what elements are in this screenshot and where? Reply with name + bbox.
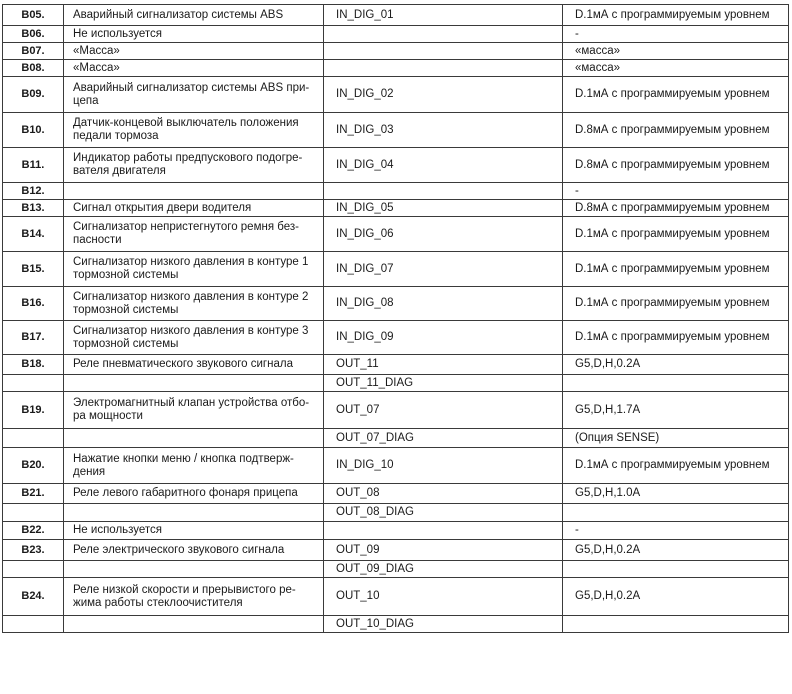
description-cell: Реле пневматического звукового сигнала (64, 355, 324, 375)
pin-cell: B20. (3, 448, 64, 484)
description-cell: «Масса» (64, 60, 324, 77)
signal-cell: IN_DIG_03 (324, 113, 563, 148)
note-cell (563, 561, 789, 578)
signal-cell (324, 60, 563, 77)
description-cell (64, 561, 324, 578)
description-cell: Сигнал открытия двери водителя (64, 200, 324, 217)
note-cell: D.8мА с программируемым уровнем (563, 148, 789, 183)
note-cell: G5,D,H,0.2A (563, 540, 789, 561)
note-cell: - (563, 183, 789, 200)
table-row (3, 392, 789, 429)
table-row (3, 484, 789, 504)
table-row (3, 5, 789, 26)
note-cell: D.1мА с программируемым уровнем (563, 321, 789, 355)
description-cell: Сигнализатор низкого давления в контуре 1 тормозной системы (64, 252, 324, 287)
note-cell: G5,D,H,1.0A (563, 484, 789, 504)
pin-cell: B10. (3, 113, 64, 148)
note-cell: D.8мА с программируемым уровнем (563, 113, 789, 148)
pin-cell: B13. (3, 200, 64, 217)
pin-cell (3, 616, 64, 633)
table-row (3, 540, 789, 561)
description-cell: «Масса» (64, 43, 324, 60)
pin-cell: B07. (3, 43, 64, 60)
note-cell: G5,D,H,0.2A (563, 355, 789, 375)
note-cell: - (563, 26, 789, 43)
signal-cell: OUT_09_DIAG (324, 561, 563, 578)
description-cell: Аварийный сигнализатор системы ABS (64, 5, 324, 26)
note-cell: D.1мА с программируемым уровнем (563, 5, 789, 26)
table-row (3, 252, 789, 287)
note-cell (563, 375, 789, 392)
table-row (3, 561, 789, 578)
signal-cell: OUT_08 (324, 484, 563, 504)
signal-cell: OUT_10_DIAG (324, 616, 563, 633)
note-cell (563, 616, 789, 633)
description-cell (64, 504, 324, 522)
note-cell: D.1мА с программируемым уровнем (563, 217, 789, 252)
table-row (3, 77, 789, 113)
table-row (3, 375, 789, 392)
description-cell: Реле левого габаритного фонаря прицепа (64, 484, 324, 504)
pin-cell: B09. (3, 77, 64, 113)
note-cell: G5,D,H,1.7A (563, 392, 789, 429)
pin-cell (3, 561, 64, 578)
table-row (3, 43, 789, 60)
table-row (3, 148, 789, 183)
signal-cell (324, 43, 563, 60)
table-row (3, 60, 789, 77)
pin-cell: B23. (3, 540, 64, 561)
pin-cell: B18. (3, 355, 64, 375)
note-cell: «масса» (563, 60, 789, 77)
pin-cell (3, 429, 64, 448)
description-cell: Сигнализатор низкого давления в контуре 2 тормозной системы (64, 287, 324, 321)
pin-cell (3, 375, 64, 392)
pinout-table (2, 4, 789, 633)
signal-cell: IN_DIG_04 (324, 148, 563, 183)
signal-cell (324, 522, 563, 540)
description-cell: Электромагнитный клапан устройства отбо- ра мощности (64, 392, 324, 429)
signal-cell: OUT_07 (324, 392, 563, 429)
signal-cell: IN_DIG_10 (324, 448, 563, 484)
description-cell: Индикатор работы предпускового подогре- вателя двигателя (64, 148, 324, 183)
table-row (3, 448, 789, 484)
pin-cell: B14. (3, 217, 64, 252)
note-cell: D.8мА с программируемым уровнем (563, 200, 789, 217)
table-row (3, 287, 789, 321)
table-row (3, 200, 789, 217)
description-cell: Реле электрического звукового сигнала (64, 540, 324, 561)
signal-cell: OUT_11 (324, 355, 563, 375)
pin-cell: B15. (3, 252, 64, 287)
table-row (3, 26, 789, 43)
signal-cell: OUT_11_DIAG (324, 375, 563, 392)
note-cell: D.1мА с программируемым уровнем (563, 252, 789, 287)
pin-cell (3, 504, 64, 522)
note-cell: D.1мА с программируемым уровнем (563, 448, 789, 484)
description-cell (64, 375, 324, 392)
description-cell (64, 429, 324, 448)
signal-cell: IN_DIG_08 (324, 287, 563, 321)
table-row (3, 429, 789, 448)
note-cell (563, 504, 789, 522)
description-cell: Не используется (64, 26, 324, 43)
signal-cell: IN_DIG_01 (324, 5, 563, 26)
table-row (3, 355, 789, 375)
pin-cell: B08. (3, 60, 64, 77)
description-cell: Датчик-концевой выключатель положения педали тормоза (64, 113, 324, 148)
description-cell: Нажатие кнопки меню / кнопка подтверж- дения (64, 448, 324, 484)
note-cell: «масса» (563, 43, 789, 60)
note-cell: - (563, 522, 789, 540)
signal-cell: IN_DIG_05 (324, 200, 563, 217)
signal-cell (324, 26, 563, 43)
signal-cell: OUT_07_DIAG (324, 429, 563, 448)
signal-cell: OUT_09 (324, 540, 563, 561)
table-row (3, 217, 789, 252)
signal-cell: IN_DIG_02 (324, 77, 563, 113)
description-cell: Не используется (64, 522, 324, 540)
description-cell: Аварийный сигнализатор системы ABS при- цепа (64, 77, 324, 113)
signal-cell (324, 183, 563, 200)
table-row (3, 578, 789, 616)
signal-cell: OUT_10 (324, 578, 563, 616)
description-cell: Сигнализатор непристегнутого ремня без- пасности (64, 217, 324, 252)
table-row (3, 321, 789, 355)
pin-cell: B11. (3, 148, 64, 183)
pin-cell: B24. (3, 578, 64, 616)
pin-cell: B06. (3, 26, 64, 43)
signal-cell: OUT_08_DIAG (324, 504, 563, 522)
description-cell (64, 616, 324, 633)
note-cell: (Опция SENSE) (563, 429, 789, 448)
pin-cell: B12. (3, 183, 64, 200)
description-cell: Реле низкой скорости и прерывистого ре- жима работы стеклоочистителя (64, 578, 324, 616)
signal-cell: IN_DIG_06 (324, 217, 563, 252)
note-cell: G5,D,H,0.2A (563, 578, 789, 616)
description-cell (64, 183, 324, 200)
pin-cell: B16. (3, 287, 64, 321)
note-cell: D.1мА с программируемым уровнем (563, 77, 789, 113)
table-row (3, 522, 789, 540)
signal-cell: IN_DIG_07 (324, 252, 563, 287)
table-row (3, 183, 789, 200)
description-cell: Сигнализатор низкого давления в контуре 3 тормозной системы (64, 321, 324, 355)
pin-cell: B21. (3, 484, 64, 504)
note-cell: D.1мА с программируемым уровнем (563, 287, 789, 321)
table-row (3, 504, 789, 522)
pin-cell: B19. (3, 392, 64, 429)
signal-cell: IN_DIG_09 (324, 321, 563, 355)
pin-cell: B17. (3, 321, 64, 355)
pin-cell: B05. (3, 5, 64, 26)
table-row (3, 616, 789, 633)
table-row (3, 113, 789, 148)
pin-cell: B22. (3, 522, 64, 540)
